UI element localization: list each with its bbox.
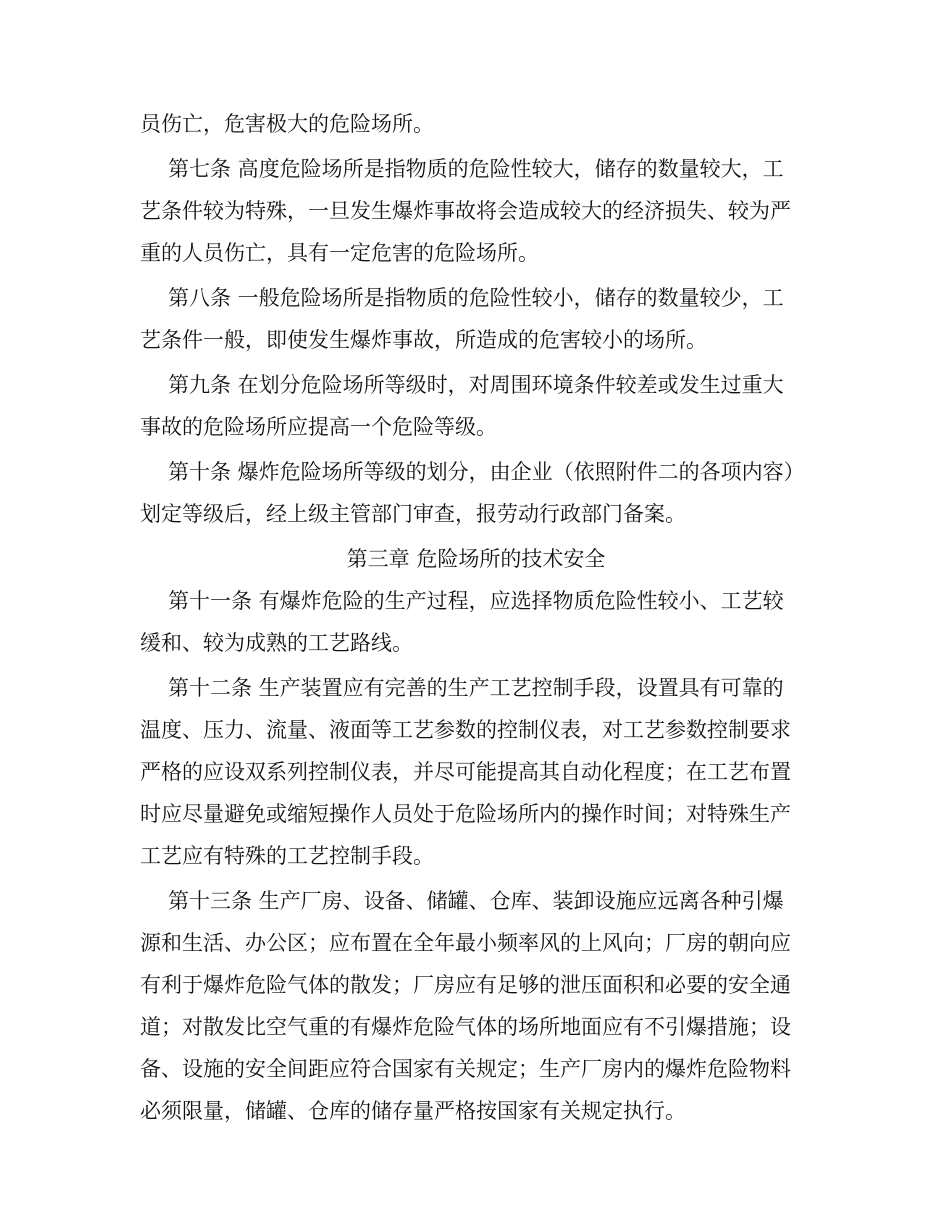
text-line: 艺条件一般，即使发生爆炸事故，所造成的危害较小的场所。 bbox=[140, 328, 707, 352]
article-12-line: 第十二条 生产装置应有完善的生产工艺控制手段，设置具有可靠的 bbox=[168, 676, 784, 700]
text-line: 艺条件较为特殊，一旦发生爆炸事故将会造成较大的经济损失、较为严 bbox=[140, 199, 791, 223]
article-9-line: 第九条 在划分危险场所等级时，对周围环境条件较差或发生过重大 bbox=[168, 373, 784, 397]
article-8-line: 第八条 一般危险场所是指物质的危险性较小，储存的数量较少，工 bbox=[168, 286, 784, 310]
text-line: 事故的危险场所应提高一个危险等级。 bbox=[140, 415, 497, 439]
document-body bbox=[140, 103, 812, 1132]
text-line: 有利于爆炸危险气体的散发；厂房应有足够的泄压面积和必要的安全通 bbox=[140, 973, 791, 997]
text-line: 划定等级后，经上级主管部门审查，报劳动行政部门备案。 bbox=[140, 502, 686, 526]
article-10-line: 第十条 爆炸危险场所等级的划分，由企业（依照附件二的各项内容） bbox=[168, 460, 805, 484]
chapter-3-heading: 第三章 危险场所的技术安全 bbox=[346, 547, 606, 571]
article-11-line: 第十一条 有爆炸危险的生产过程，应选择物质危险性较小、工艺较 bbox=[168, 589, 784, 613]
text-line: 温度、压力、流量、液面等工艺参数的控制仪表，对工艺参数控制要求 bbox=[140, 718, 791, 742]
article-13-line: 第十三条 生产厂房、设备、储罐、仓库、装卸设施应远离各种引爆 bbox=[168, 889, 784, 913]
text-line: 源和生活、办公区；应布置在全年最小频率风的上风向；厂房的朝向应 bbox=[140, 931, 791, 955]
text-line: 严格的应设双系列控制仪表，并尽可能提高其自动化程度；在工艺布置 bbox=[140, 760, 791, 784]
text-line: 员伤亡，危害极大的危险场所。 bbox=[140, 112, 434, 136]
article-7-line: 第七条 高度危险场所是指物质的危险性较大，储存的数量较大，工 bbox=[168, 157, 784, 181]
text-line: 道；对散发比空气重的有爆炸危险气体的场所地面应有不引爆措施；设 bbox=[140, 1015, 791, 1039]
text-line: 必须限量，储罐、仓库的储存量严格按国家有关规定执行。 bbox=[140, 1099, 686, 1123]
text-line: 重的人员伤亡，具有一定危害的危险场所。 bbox=[140, 241, 539, 265]
text-line: 备、设施的安全间距应符合国家有关规定；生产厂房内的爆炸危险物料 bbox=[140, 1057, 791, 1081]
text-line: 缓和、较为成熟的工艺路线。 bbox=[140, 631, 413, 655]
text-line: 时应尽量避免或缩短操作人员处于危险场所内的操作时间；对特殊生产 bbox=[140, 802, 791, 826]
text-line: 工艺应有特殊的工艺控制手段。 bbox=[140, 844, 434, 868]
